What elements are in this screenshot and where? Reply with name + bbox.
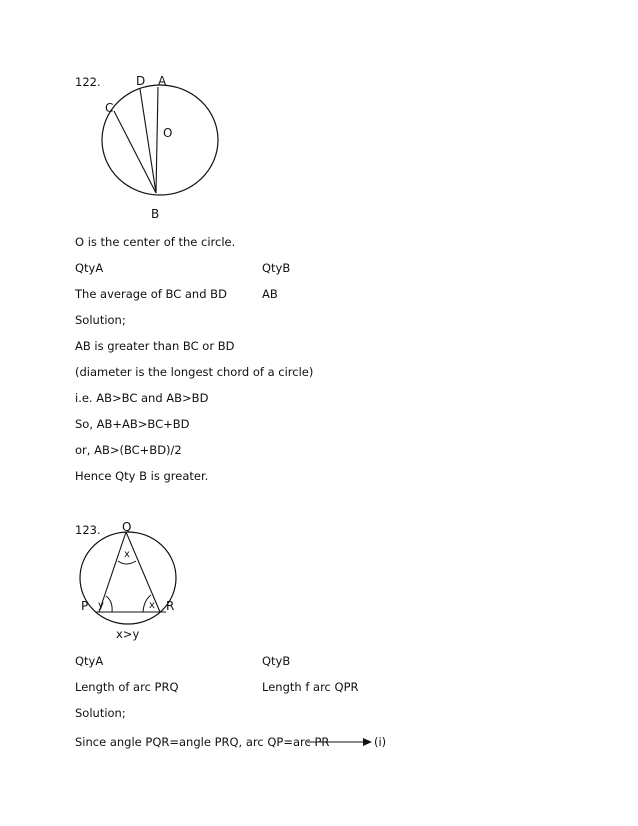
qty-b-heading: QtyB bbox=[262, 654, 291, 668]
question-number-123: 123. bbox=[75, 523, 101, 537]
qty-a-value: Length of arc PRQ bbox=[75, 680, 179, 694]
label-a: A bbox=[158, 74, 167, 88]
solution-line: AB is greater than BC or BD bbox=[75, 339, 235, 353]
solution-line: (diameter is the longest chord of a circle) bbox=[75, 365, 314, 379]
qty-b-value: Length f arc QPR bbox=[262, 680, 359, 694]
conclusion-line: Hence Qty B is greater. bbox=[75, 469, 209, 483]
circle-123 bbox=[80, 532, 176, 624]
qty-a-value: The average of BC and BD bbox=[75, 287, 227, 301]
equation-tag: (i) bbox=[374, 735, 387, 749]
label-q: Q bbox=[122, 520, 132, 534]
label-d: D bbox=[136, 74, 146, 88]
solution-line: i.e. AB>BC and AB>BD bbox=[75, 391, 209, 405]
qty-b-value: AB bbox=[262, 287, 278, 301]
label-o: O bbox=[163, 126, 173, 140]
given-statement: O is the center of the circle. bbox=[75, 235, 236, 249]
angle-label-y: y bbox=[98, 600, 104, 611]
angle-label-x-right: x bbox=[149, 600, 155, 611]
angle-label-x-top: x bbox=[124, 549, 130, 560]
condition-label: x>y bbox=[116, 627, 140, 641]
solution-line: Since angle PQR=angle PRQ, arc QP=arc PR bbox=[75, 735, 330, 749]
arrow-head-icon bbox=[363, 738, 372, 746]
question-number-122: 122. bbox=[75, 75, 101, 89]
qty-b-heading: QtyB bbox=[262, 261, 291, 275]
label-p: P bbox=[81, 599, 89, 613]
solution-heading: Solution; bbox=[75, 706, 126, 720]
solution-line: or, AB>(BC+BD)/2 bbox=[75, 443, 182, 457]
angle-arc-p bbox=[106, 596, 112, 612]
solution-heading: Solution; bbox=[75, 313, 126, 327]
solution-line: So, AB+AB>BC+BD bbox=[75, 417, 190, 431]
label-r: R bbox=[166, 599, 175, 613]
label-c: C bbox=[105, 101, 114, 115]
qty-a-heading: QtyA bbox=[75, 261, 104, 275]
label-b: B bbox=[151, 207, 160, 221]
angle-arc-q bbox=[118, 561, 136, 564]
qty-a-heading: QtyA bbox=[75, 654, 104, 668]
